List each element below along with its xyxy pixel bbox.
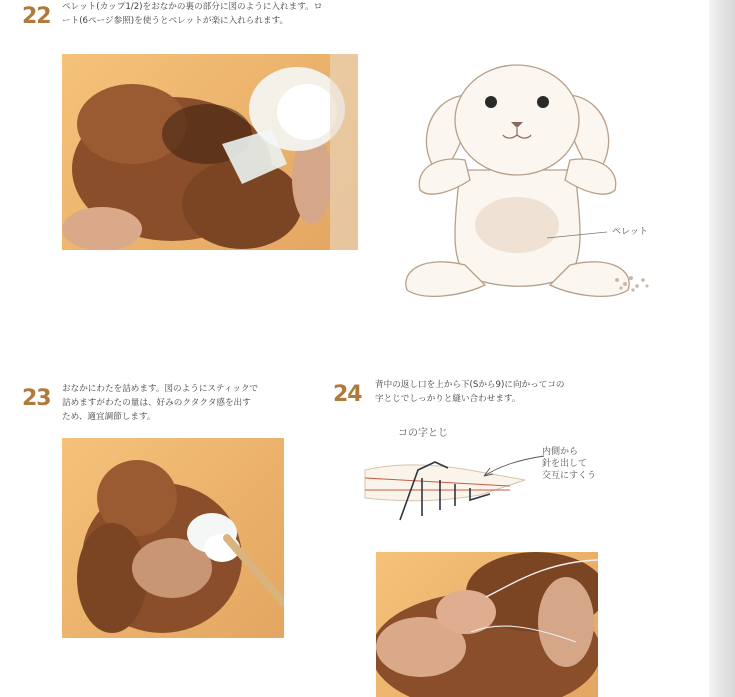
step-24-photo xyxy=(376,552,598,697)
stitch-title-label: コの字とじ xyxy=(398,428,448,439)
stitch-note-label: 内側から 針を出して 交互にすくう xyxy=(542,447,597,481)
step-23-text: おなかにわたを詰めます。図のようにスティックで 詰めますがわたの量は、好みのクタクタ感を出す ため、適宜調節します。 xyxy=(62,384,259,422)
step-22-photo xyxy=(62,54,358,250)
rabbit-sketch-illustration xyxy=(395,40,655,305)
step-23-number: 23 xyxy=(22,386,51,411)
step-23-photo xyxy=(62,438,284,638)
page-edge xyxy=(709,0,735,697)
step-24-text: 背中の返し口を上から下(Sから9)に向かってコの 字とじでしっかりと縫い合わせます。 xyxy=(375,380,565,404)
step-24-number: 24 xyxy=(333,382,362,407)
stitch-note-arrow xyxy=(478,452,548,480)
step-22-text: ペレット(カップ1/2)をおなかの裏の部分に図のように入れます。ロ ート(6ページ参照)を使うとペレットが楽に入れられます。 xyxy=(62,2,323,26)
pellet-label: ペレット xyxy=(612,227,648,237)
step-22-number: 22 xyxy=(22,4,51,29)
